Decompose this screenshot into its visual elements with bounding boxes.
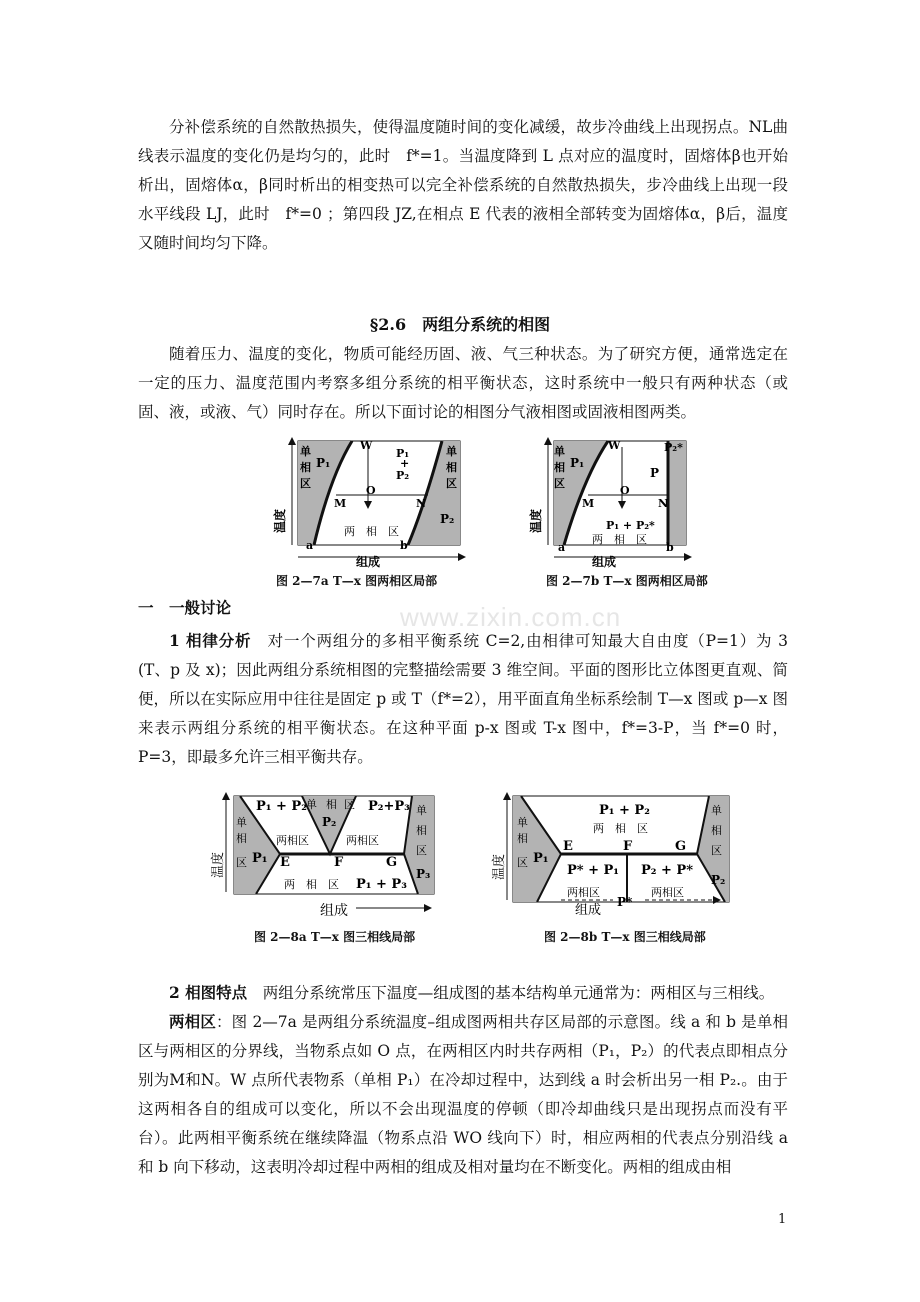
caption-2-8a: 图 2—8a T—x 图三相线局部	[254, 930, 416, 944]
feature-heading: 2 相图特点	[169, 983, 248, 1002]
svg-text:相: 相	[517, 832, 528, 845]
two-phase-top: 两 相 区	[593, 822, 648, 835]
p1p2-label: P₁ + P₂	[599, 803, 650, 818]
p-label: P	[650, 466, 660, 480]
two-phase-right: 两相区	[651, 886, 684, 899]
svg-text:区: 区	[300, 477, 311, 490]
svg-text:区: 区	[344, 798, 355, 811]
two-phase-right: 两相区	[346, 834, 379, 847]
single-phase-label-right: 单	[446, 445, 457, 458]
intro-paragraph: 分补偿系统的自然散热损失，使得温度随时间的变化减缓，故步冷曲线上出现拐点。NL曲线表示温度的变化仍是均匀的，此时 f*=1。当温度降到 L 点对应的温度时，固熔体β也开始析出，固熔体α，β同时析出的相变热可以完全补偿系统的自然散热损失，步冷曲线上出现一段水平线段 LJ，此时 f*=0 ；第四段 JZ,在相点 E 代表的液相全部转变为固熔体α，β后，温度又随时间均匀下降。	[138, 118, 788, 252]
f-point: F	[623, 839, 633, 854]
feature-paragraph	[138, 978, 788, 1008]
single-phase-left: 单	[236, 816, 247, 829]
p2star-label: P₂*	[664, 441, 683, 454]
m-point: M	[582, 497, 595, 510]
figure-2-7b	[529, 437, 694, 569]
single-phase-left: 单	[517, 816, 528, 829]
caption-2-8b: 图 2—8b T—x 图三相线局部	[544, 930, 706, 944]
figure-2-8a	[211, 792, 438, 922]
two-phase-region: 两 相 区	[344, 525, 399, 538]
section-title: §2.6 两组分系统的相图	[369, 315, 551, 334]
line-a: a	[306, 539, 314, 552]
caption-2-7b: 图 2—7b T—x 图两相区局部	[546, 574, 708, 588]
o-point: O	[620, 484, 630, 497]
feature-text: 两组分系统常压下温度—组成图的基本结构单元通常为：两相区与三相线。	[247, 984, 775, 1002]
svg-text:相: 相	[300, 461, 311, 474]
svg-text:区: 区	[554, 477, 565, 490]
y-axis-label: 温度	[211, 851, 226, 878]
svg-text:区: 区	[517, 856, 528, 869]
svg-text:P₁: P₁	[396, 447, 410, 460]
p2-pstar-label: P₂ + P*	[641, 863, 693, 878]
heading-general-discussion: 一 一般讨论	[138, 598, 232, 617]
section-intro: 随着压力、温度的变化，物质可能经历固、液、气三种状态。为了研究方便，通常选定在一定的压力、温度范围内考察多组分系统的相平衡状态，这时系统中一般只有两种状态（或固、液，或液、气）同时存在。所以下面讨论的相图分气液相图或固液相图两类。	[138, 345, 788, 421]
svg-text:相: 相	[446, 461, 457, 474]
g-point: G	[675, 839, 687, 854]
p1-label: P₁	[570, 456, 585, 470]
g-point: G	[386, 855, 398, 870]
figure-2-7a	[273, 437, 468, 569]
o-point: O	[366, 484, 376, 497]
n-point: N	[658, 497, 669, 510]
figure-2-8b	[492, 792, 733, 918]
single-phase-right: 单	[416, 804, 427, 817]
two-phase-heading: 两相区	[169, 1012, 217, 1031]
x-axis-label: 组成	[592, 555, 617, 569]
single-phase-label-left: 单	[300, 445, 311, 458]
n-point: N	[416, 497, 427, 510]
y-axis-label: 温度	[273, 508, 287, 533]
p1p2-label: P₁ + P₂	[256, 799, 307, 814]
svg-text:相: 相	[326, 798, 337, 811]
two-phase-left: 两相区	[276, 834, 309, 847]
svg-text:区: 区	[416, 844, 427, 857]
x-axis-label: 组成	[320, 903, 348, 919]
svg-text:区: 区	[236, 856, 247, 869]
mix-label: P₁ + P₂*	[606, 519, 655, 532]
p3-label: P₃	[416, 867, 431, 881]
caption-2-7a: 图 2—7a T—x 图两相区局部	[276, 574, 438, 588]
two-phase-left: 两相区	[567, 886, 600, 899]
phase-rule-text: 对一个两组分的多相平衡系统 C=2,由相律可知最大自由度（P=1）为 3 (T、p 及 x)；因此两组分系统相图的完整描绘需要 3 维空间。平面的图形比立体图更直观、简便，所以在实际应用中往往是固定 p 或 T（f*=2），用平面直角坐标系绘制 T—x 图或 p—x 图来表示两组分系统的相平衡状态。在这种平面 p-x 图或 T-x 图中，f*=3-P，当 f*=0 时，P=3，即最多允许三相平衡共存。	[138, 632, 788, 766]
single-phase-mid-1: 单	[306, 798, 317, 811]
y-axis-label: 温度	[529, 508, 543, 533]
p2p3-label: P₂+P₃	[368, 799, 410, 814]
p2-label: P₂	[711, 873, 726, 887]
two-phase-text: ：图 2—7a 是两组分系统温度–组成图两相共存区局部的示意图。线 a 和 b 是单相区与两相区的分界线，当物系点如 O 点，在两相区内时共存两相（P₁，P₂）的代表点即相点分别为M和N。W 点所代表物系（单相 P₁）在冷却过程中，达到线 a 时会析出另一相 P₂.。由于这两相各自的组成可以变化，所以不会出现温度的停顿（即冷却曲线只是出现拐点而没有平台）。此两相平衡系统在继续降温（物系点沿 WO 线向下）时，相应两相的代表点分别沿线 a 和 b 向下移动，这表明冷却过程中两相的组成及相对量均在不断变化。两相的组成由相	[138, 1013, 788, 1176]
svg-text:相: 相	[554, 461, 565, 474]
svg-text:相: 相	[236, 832, 247, 845]
svg-text:相: 相	[711, 824, 722, 837]
svg-text:相: 相	[416, 824, 427, 837]
single-phase-right: 单	[711, 804, 722, 817]
svg-text:+: +	[400, 457, 410, 470]
phase-rule-paragraph	[138, 626, 788, 772]
p2-label: P₂	[440, 512, 455, 526]
single-phase-label-left: 单	[554, 445, 565, 458]
svg-text:P₂: P₂	[396, 469, 410, 482]
watermark: www.zixin.com.cn	[400, 602, 622, 632]
line-b: b	[666, 541, 674, 554]
line-b: b	[400, 539, 408, 552]
page-number: 1	[778, 1212, 787, 1227]
pstar-label: P*	[617, 895, 633, 909]
e-point: E	[280, 855, 290, 870]
f-point: F	[334, 855, 344, 870]
two-phase-bottom: 两 相 区	[284, 878, 339, 891]
m-point: M	[334, 497, 347, 510]
w-point: W	[608, 439, 621, 452]
e-point: E	[563, 839, 573, 854]
p1-label: P₁	[533, 851, 549, 866]
phase-rule-heading: 1 相律分析	[169, 631, 252, 650]
p1-label: P₁	[316, 456, 331, 470]
svg-text:区: 区	[711, 844, 722, 857]
x-axis-label: 组成	[575, 903, 602, 918]
p1p3-label: P₁ + P₃	[356, 877, 407, 892]
svg-text:区: 区	[446, 477, 457, 490]
pstar-p1-label: P* + P₁	[567, 863, 619, 878]
p2-label: P₂	[322, 815, 337, 829]
line-a: a	[558, 541, 566, 554]
two-phase-region: 两 相 区	[592, 533, 647, 546]
y-axis-label: 温度	[492, 853, 507, 880]
p1-label: P₁	[252, 851, 268, 866]
two-phase-paragraph	[138, 1007, 788, 1182]
x-axis-label: 组成	[356, 555, 381, 569]
w-point: W	[360, 439, 373, 452]
